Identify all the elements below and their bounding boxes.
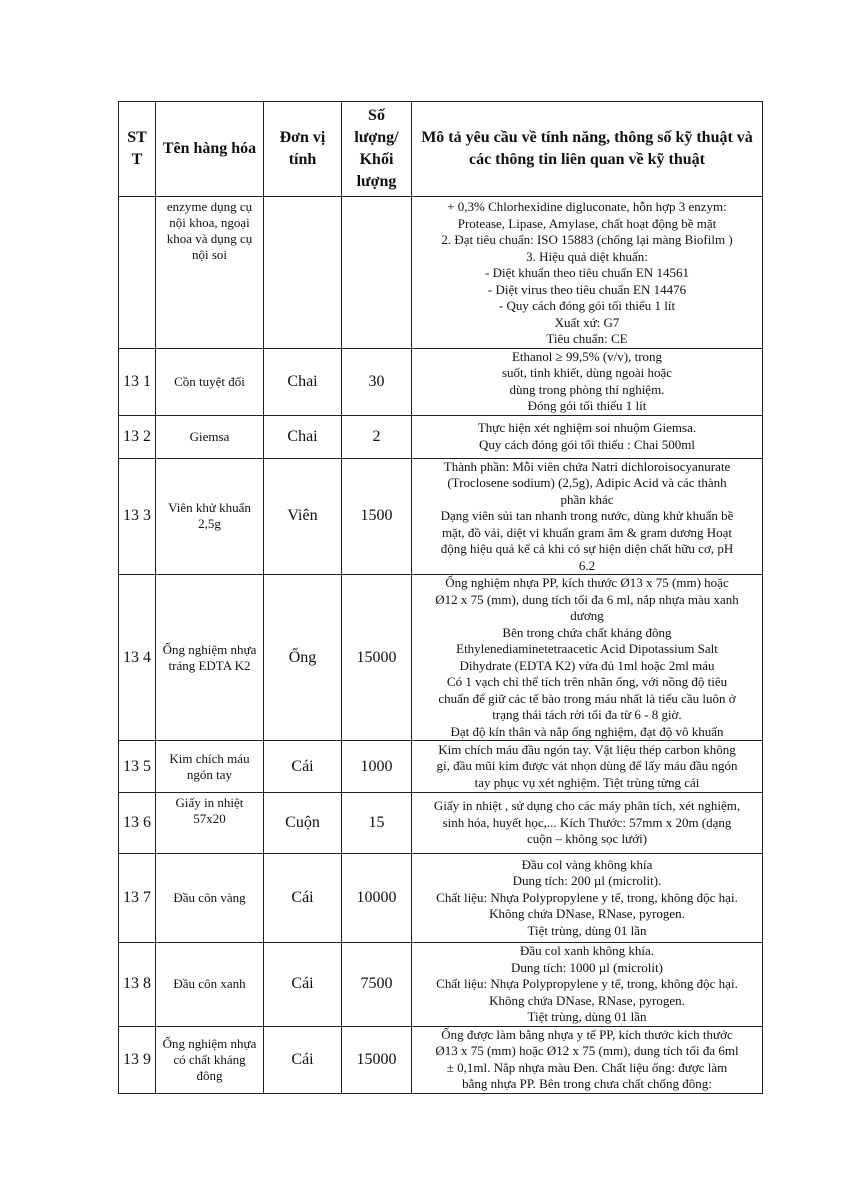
cell-product-name: Đầu côn vàng xyxy=(156,854,264,943)
description-line: - Diệt virus theo tiêu chuẩn EN 14476 xyxy=(487,281,687,297)
description-line: Tiệt trùng, dùng 01 lần xyxy=(527,922,647,938)
description-line: Tiệt trùng, dùng 01 lần xyxy=(527,1009,647,1024)
cell-description xyxy=(412,854,763,943)
cell-description xyxy=(412,197,763,349)
specification-table xyxy=(118,101,763,1094)
table-row xyxy=(119,575,763,741)
cell-stt: 13 6 xyxy=(119,793,156,854)
cell-product-name: Ống nghiệm nhựa có chất kháng đông xyxy=(156,1026,264,1093)
description-line: phần khác xyxy=(560,491,614,507)
cell-unit xyxy=(264,197,342,349)
description-line: Thành phần: Mỗi viên chứa Natri dichloroisocyanurate xyxy=(443,458,731,474)
table-row xyxy=(119,415,763,458)
cell-quantity: 15000 xyxy=(342,575,412,741)
table-row xyxy=(119,854,763,943)
table-row xyxy=(119,1026,763,1093)
description-line: mặt, đồ vải, diệt vi khuẩn gram âm & gram dương Hoạt xyxy=(441,524,733,540)
table-row xyxy=(119,943,763,1027)
description-line: Tiêu chuẩn: CE xyxy=(546,331,628,346)
description-line: Kim chích máu đầu ngón tay. Vật liệu thép carbon không xyxy=(438,741,736,757)
cell-quantity: 30 xyxy=(342,348,412,415)
cell-stt: 13 7 xyxy=(119,854,156,943)
description-line: Quy cách đóng gói tối thiểu : Chai 500ml xyxy=(479,436,695,452)
description-line: dùng trong phòng thí nghiệm. xyxy=(509,381,665,397)
table-row xyxy=(119,458,763,575)
cell-quantity: 15 xyxy=(342,793,412,854)
description-line: động hiệu quả kể cả khi có sự hiện diện chất hữu cơ, pH xyxy=(440,541,734,556)
description-line: Đạt độ kín thân và nắp ống nghiệm, đạt độ vô khuẩn xyxy=(450,723,724,739)
description-line: Bên trong chứa chất kháng đông xyxy=(502,624,672,640)
description-line: Dung tích: 1000 µl (microlit) xyxy=(511,959,663,975)
description-line: Chất liệu: Nhựa Polypropylene y tế, trong, không độc hại. xyxy=(436,976,738,991)
description-line: trạng thái tách rời tối đa từ 6 - 8 giờ. xyxy=(492,707,682,722)
description-line: chuẩn để giữ các tế bào trong máu nhất là tiểu cầu luôn ở xyxy=(438,690,736,706)
cell-description xyxy=(412,415,763,458)
cell-quantity xyxy=(342,197,412,349)
description-line: Ống được làm bằng nhựa y tế PP, kích thước kích thước xyxy=(441,1026,733,1042)
header-desc: Mô tả yêu cầu về tính năng, thông số kỹ thuật và các thông tin liên quan về kỹ thuật xyxy=(412,102,763,197)
description-line: Ống nghiệm nhựa PP, kích thước Ø13 x 75 (mm) hoặc xyxy=(445,575,729,590)
cell-quantity: 7500 xyxy=(342,943,412,1027)
description-line: Không chứa DNase, RNase, pyrogen. xyxy=(489,992,685,1008)
description-line: Đóng gói tối thiểu 1 lít xyxy=(527,398,647,413)
cell-stt: 13 1 xyxy=(119,348,156,415)
cell-description xyxy=(412,458,763,575)
description-line: (Troclosene sodium) (2,5g), Adipic Acid và các thành xyxy=(447,475,727,490)
header-row xyxy=(119,102,763,197)
description-line: Ethylenediaminetetraacetic Acid Dipotassium Salt xyxy=(456,641,718,656)
header-stt: ST T xyxy=(119,102,156,197)
description-line: Chất liệu: Nhựa Polypropylene y tế, trong, không độc hại. xyxy=(436,889,738,905)
description-line: Ø12 x 75 (mm), dung tích tối đa 6 ml, nắp nhựa màu xanh xyxy=(435,591,739,607)
description-line: Protease, Lipase, Amylase, chất hoạt động bề mặt xyxy=(457,215,717,231)
cell-unit: Cái xyxy=(264,943,342,1027)
cell-stt xyxy=(119,197,156,349)
cell-product-name: Cồn tuyệt đối xyxy=(156,348,264,415)
cell-stt: 13 9 xyxy=(119,1026,156,1093)
cell-description xyxy=(412,575,763,741)
cell-product-name: Viên khử khuẩn 2,5g xyxy=(156,458,264,575)
description-line: + 0,3% Chlorhexidine digluconate, hỗn hợp 3 enzym: xyxy=(447,199,727,214)
table-row xyxy=(119,793,763,854)
description-line: 3. Hiệu quả diệt khuẩn: xyxy=(526,248,648,264)
description-line: Không chứa DNase, RNase, pyrogen. xyxy=(489,906,685,922)
cell-unit: Cái xyxy=(264,854,342,943)
cell-unit: Viên xyxy=(264,458,342,575)
description-line: tay phục vụ xét nghiệm. Tiệt trùng từng cái xyxy=(474,774,700,790)
description-line: Có 1 vạch chỉ thể tích trên nhãn ống, với nồng độ tiêu xyxy=(446,674,728,689)
cell-unit: Cuộn xyxy=(264,793,342,854)
description-line: Thực hiện xét nghiệm soi nhuộm Giemsa. xyxy=(477,420,697,435)
description-line: Xuất xứ: G7 xyxy=(554,314,620,330)
cell-unit: Cái xyxy=(264,741,342,793)
cell-description xyxy=(412,741,763,793)
description-line: - Diệt khuẩn theo tiêu chuẩn EN 14561 xyxy=(485,265,689,280)
description-line: bằng nhựa PP. Bên trong chưa chất chống đông: xyxy=(462,1076,712,1091)
cell-stt: 13 4 xyxy=(119,575,156,741)
table-body xyxy=(119,197,763,1094)
description-line: Dihydrate (EDTA K2) vừa đủ 1ml hoặc 2ml máu xyxy=(459,657,715,673)
header-unit: Đơn vị tính xyxy=(264,102,342,197)
header-qty: Số lượng/ Khối lượng xyxy=(342,102,412,197)
cell-description xyxy=(412,1026,763,1093)
description-line: Ø13 x 75 (mm) hoặc Ø12 x 75 (mm), dung tích tối đa 6ml xyxy=(435,1043,739,1058)
cell-product-name: Ống nghiệm nhựa tráng EDTA K2 xyxy=(156,575,264,741)
cell-description xyxy=(412,348,763,415)
description-line: - Quy cách đóng gói tối thiểu 1 lít xyxy=(498,298,676,313)
description-line: ± 0,1ml. Nắp nhựa màu Đen. Chất liệu ống: được làm xyxy=(446,1059,728,1075)
table-row xyxy=(119,197,763,349)
description-line: Dạng viên sủi tan nhanh trong nước, dùng khử khuẩn bề xyxy=(440,508,734,523)
description-line: 2. Đạt tiêu chuẩn: ISO 15883 (chống lại màng Biofilm ) xyxy=(441,232,733,247)
cell-quantity: 10000 xyxy=(342,854,412,943)
cell-stt: 13 3 xyxy=(119,458,156,575)
cell-description xyxy=(412,943,763,1027)
table-row xyxy=(119,741,763,793)
description-line: dương xyxy=(570,608,604,623)
description-line: 6.2 xyxy=(578,557,596,573)
cell-unit: Chai xyxy=(264,415,342,458)
cell-quantity: 15000 xyxy=(342,1026,412,1093)
cell-unit: Cái xyxy=(264,1026,342,1093)
description-line: Giấy in nhiệt , sử dụng cho các máy phân tích, xét nghiệm, xyxy=(433,798,741,814)
description-line: Dung tích: 200 µl (microlit). xyxy=(512,873,662,889)
description-line: sinh hóa, huyết học,... Kích Thước: 57mm x 20m (dạng xyxy=(442,814,732,830)
cell-quantity: 2 xyxy=(342,415,412,458)
table-row xyxy=(119,348,763,415)
cell-unit: Chai xyxy=(264,348,342,415)
cell-quantity: 1000 xyxy=(342,741,412,793)
cell-product-name: Kim chích máu ngón tay xyxy=(156,741,264,793)
description-line: cuộn – không sọc lưới) xyxy=(526,831,648,847)
description-line: Ethanol ≥ 99,5% (v/v), trong xyxy=(511,348,663,364)
description-line: gỉ, đầu mũi kim được vát nhọn dùng để lấy máu đầu ngón xyxy=(436,758,738,774)
cell-product-name: enzyme dụng cụ nội khoa, ngoại khoa và dụng cụ nội soi xyxy=(156,197,264,349)
cell-product-name: Giemsa xyxy=(156,415,264,458)
cell-product-name: Giấy in nhiệt 57x20 xyxy=(156,793,264,854)
cell-product-name: Đầu côn xanh xyxy=(156,943,264,1027)
description-line: suốt, tinh khiết, dùng ngoài hoặc xyxy=(501,365,673,380)
cell-stt: 13 5 xyxy=(119,741,156,793)
cell-unit: Ống xyxy=(264,575,342,741)
cell-stt: 13 8 xyxy=(119,943,156,1027)
description-line: Đầu col xanh không khía. xyxy=(520,943,654,958)
header-name: Tên hàng hóa xyxy=(156,102,264,197)
description-line: Đầu col vàng không khía xyxy=(521,856,653,872)
cell-quantity: 1500 xyxy=(342,458,412,575)
cell-stt: 13 2 xyxy=(119,415,156,458)
cell-description xyxy=(412,793,763,854)
